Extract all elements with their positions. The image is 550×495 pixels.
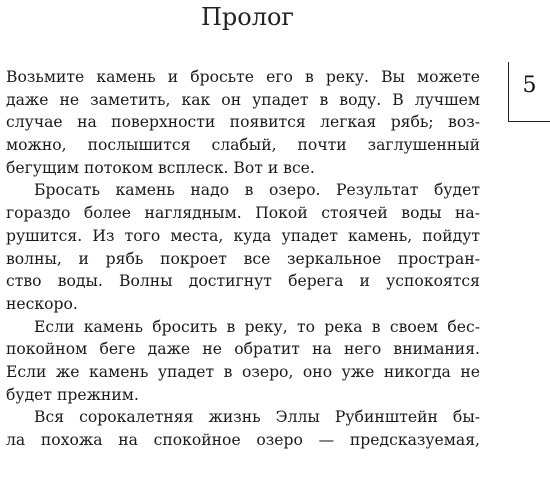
- text-line: будет прежним.: [6, 385, 139, 404]
- text-line: Если камень бросить в реку, то река в своем бес-: [34, 317, 480, 336]
- text-line: волны, и рябь покроет все зеркальное простран-: [6, 249, 480, 268]
- page-number: 5: [522, 73, 537, 98]
- text-line: можно, послышится слабый, почти заглушенный: [6, 136, 480, 155]
- text-line: бегущим потоком всплеск. Вот и все.: [6, 158, 315, 177]
- text-line: Вся сорокалетняя жизнь Эллы Рубинштейн бы-: [34, 408, 480, 427]
- chapter-title: Пролог: [200, 3, 294, 31]
- text-line: Бросать камень надо в озеро. Результат будет: [34, 181, 480, 200]
- text-line: рушится. Из того места, куда упадет камень, пойдут: [6, 226, 480, 245]
- text-line: ство воды. Волны достигнут берега и успокоятся: [6, 272, 480, 291]
- text-line: случае на поверхности появится легкая рябь; воз-: [6, 113, 480, 132]
- page-number-box: [508, 62, 550, 122]
- text-line: покойном беге даже не обратит на него внимания.: [6, 340, 480, 359]
- text-line: гораздо более наглядным. Покой стоячей воды на-: [6, 204, 480, 223]
- text-line: Если же камень упадет в озеро, оно уже никогда не: [6, 362, 480, 381]
- text-line: ла похожа на спокойное озеро — предсказуемая,: [6, 431, 480, 449]
- text-line: даже не заметить, как он упадет в воду. В лучшем: [6, 90, 480, 109]
- body-text: [6, 66, 480, 452]
- text-line: нескоро.: [6, 294, 78, 313]
- text-line: Возьмите камень и бросьте его в реку. Вы можете: [6, 68, 480, 86]
